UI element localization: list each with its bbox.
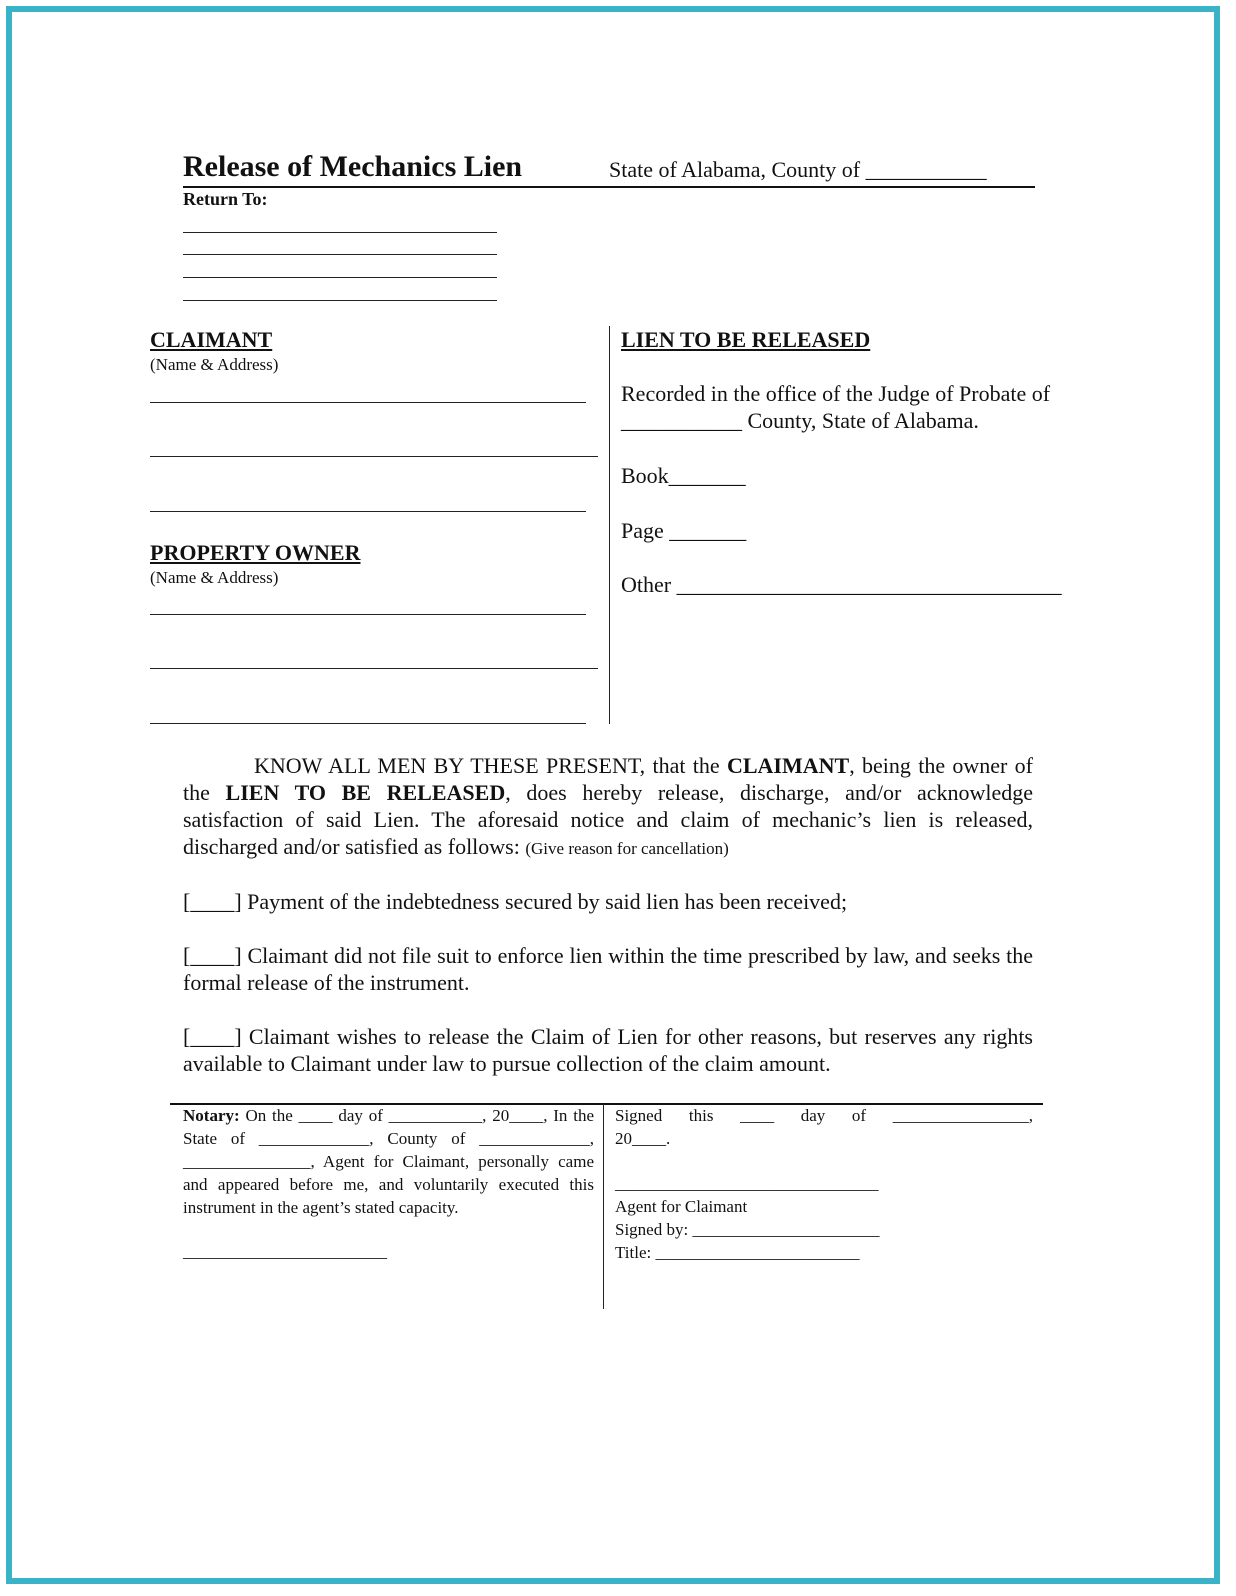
form-title: Release of Mechanics Lien	[183, 150, 523, 183]
return-to-line-2[interactable]	[183, 254, 497, 255]
claimant-line-3[interactable]	[150, 511, 586, 512]
return-to-line-3[interactable]	[183, 277, 497, 278]
recorded-line-1: Recorded in the office of the Judge of Probate of	[621, 381, 1051, 406]
notary-text: On the ____ day of ___________, 20____, In the State of _____________, County of _____________, _______________, Agent for Claimant, personally came and appeared before me, and voluntarily executed this instrument in the agent’s stated capacity.	[183, 1106, 594, 1217]
claimant-subheading: (Name & Address)	[150, 355, 279, 374]
notary-label: Notary:	[183, 1106, 240, 1125]
statement-text-3: , does hereby release, discharge, and/or acknowledge satisfaction of said Lien. The aforesaid notice and claim of mechanic’s lien is released, discharged and/or satisfied as follows:	[183, 780, 1033, 859]
return-to-line-4[interactable]	[183, 300, 497, 301]
notary-signature-line[interactable]: ________________________	[183, 1242, 387, 1261]
signed-block	[615, 1104, 1033, 1264]
option-payment[interactable]: [____] Payment of the indebtedness secured by said lien has been received;	[183, 889, 848, 914]
statement-lien: LIEN TO BE RELEASED	[225, 780, 506, 805]
claimant-heading: CLAIMANT	[150, 327, 273, 352]
statement-claimant: CLAIMANT	[726, 753, 850, 778]
agent-label: Agent for Claimant	[615, 1197, 748, 1216]
property-owner-subheading: (Name & Address)	[150, 568, 279, 587]
claimant-line-1[interactable]	[150, 402, 586, 403]
statement-text-2: , being the owner of the	[183, 753, 1034, 805]
signed-year-line: 20____.	[615, 1129, 671, 1148]
release-statement	[183, 752, 1033, 862]
recorded-line-2: ___________ County, State of Alabama.	[621, 408, 979, 433]
statement-text-1: KNOW ALL MEN BY THESE PRESENT, that the	[254, 753, 720, 778]
claimant-line-2[interactable]	[150, 456, 598, 457]
signed-date-line: Signed this ____ day of ________________,	[615, 1106, 1033, 1125]
signed-by-field[interactable]: Signed by: ______________________	[615, 1220, 880, 1239]
owner-line-1[interactable]	[150, 614, 586, 615]
other-field[interactable]: Other ___________________________________	[621, 572, 1062, 597]
owner-line-2[interactable]	[150, 668, 598, 669]
property-owner-heading: PROPERTY OWNER	[150, 540, 361, 565]
state-county-line: State of Alabama, County of ___________	[609, 157, 987, 182]
title-field[interactable]: Title: ________________________	[615, 1243, 860, 1262]
column-divider	[609, 326, 610, 724]
option-no-suit[interactable]: [____] Claimant did not file suit to enforce lien within the time prescribed by law, and seeks the formal release of the instrument.	[183, 943, 1033, 995]
option-other-reasons[interactable]: [____] Claimant wishes to release the Claim of Lien for other reasons, but reserves any rights available to Claimant under law to pursue collection of the claim amount.	[183, 1024, 1033, 1076]
lien-heading: LIEN TO BE RELEASED	[621, 327, 871, 352]
signature-divider	[603, 1104, 604, 1309]
book-field[interactable]: Book_______	[621, 463, 746, 488]
agent-signature-line[interactable]: _______________________________	[615, 1174, 879, 1193]
return-to-line-1[interactable]	[183, 232, 497, 233]
owner-line-3[interactable]	[150, 723, 586, 724]
notary-block	[183, 1104, 594, 1263]
title-rule	[183, 186, 1035, 188]
page-field[interactable]: Page _______	[621, 518, 747, 543]
reason-note: (Give reason for cancellation)	[525, 839, 729, 858]
return-to-label: Return To:	[183, 189, 268, 209]
